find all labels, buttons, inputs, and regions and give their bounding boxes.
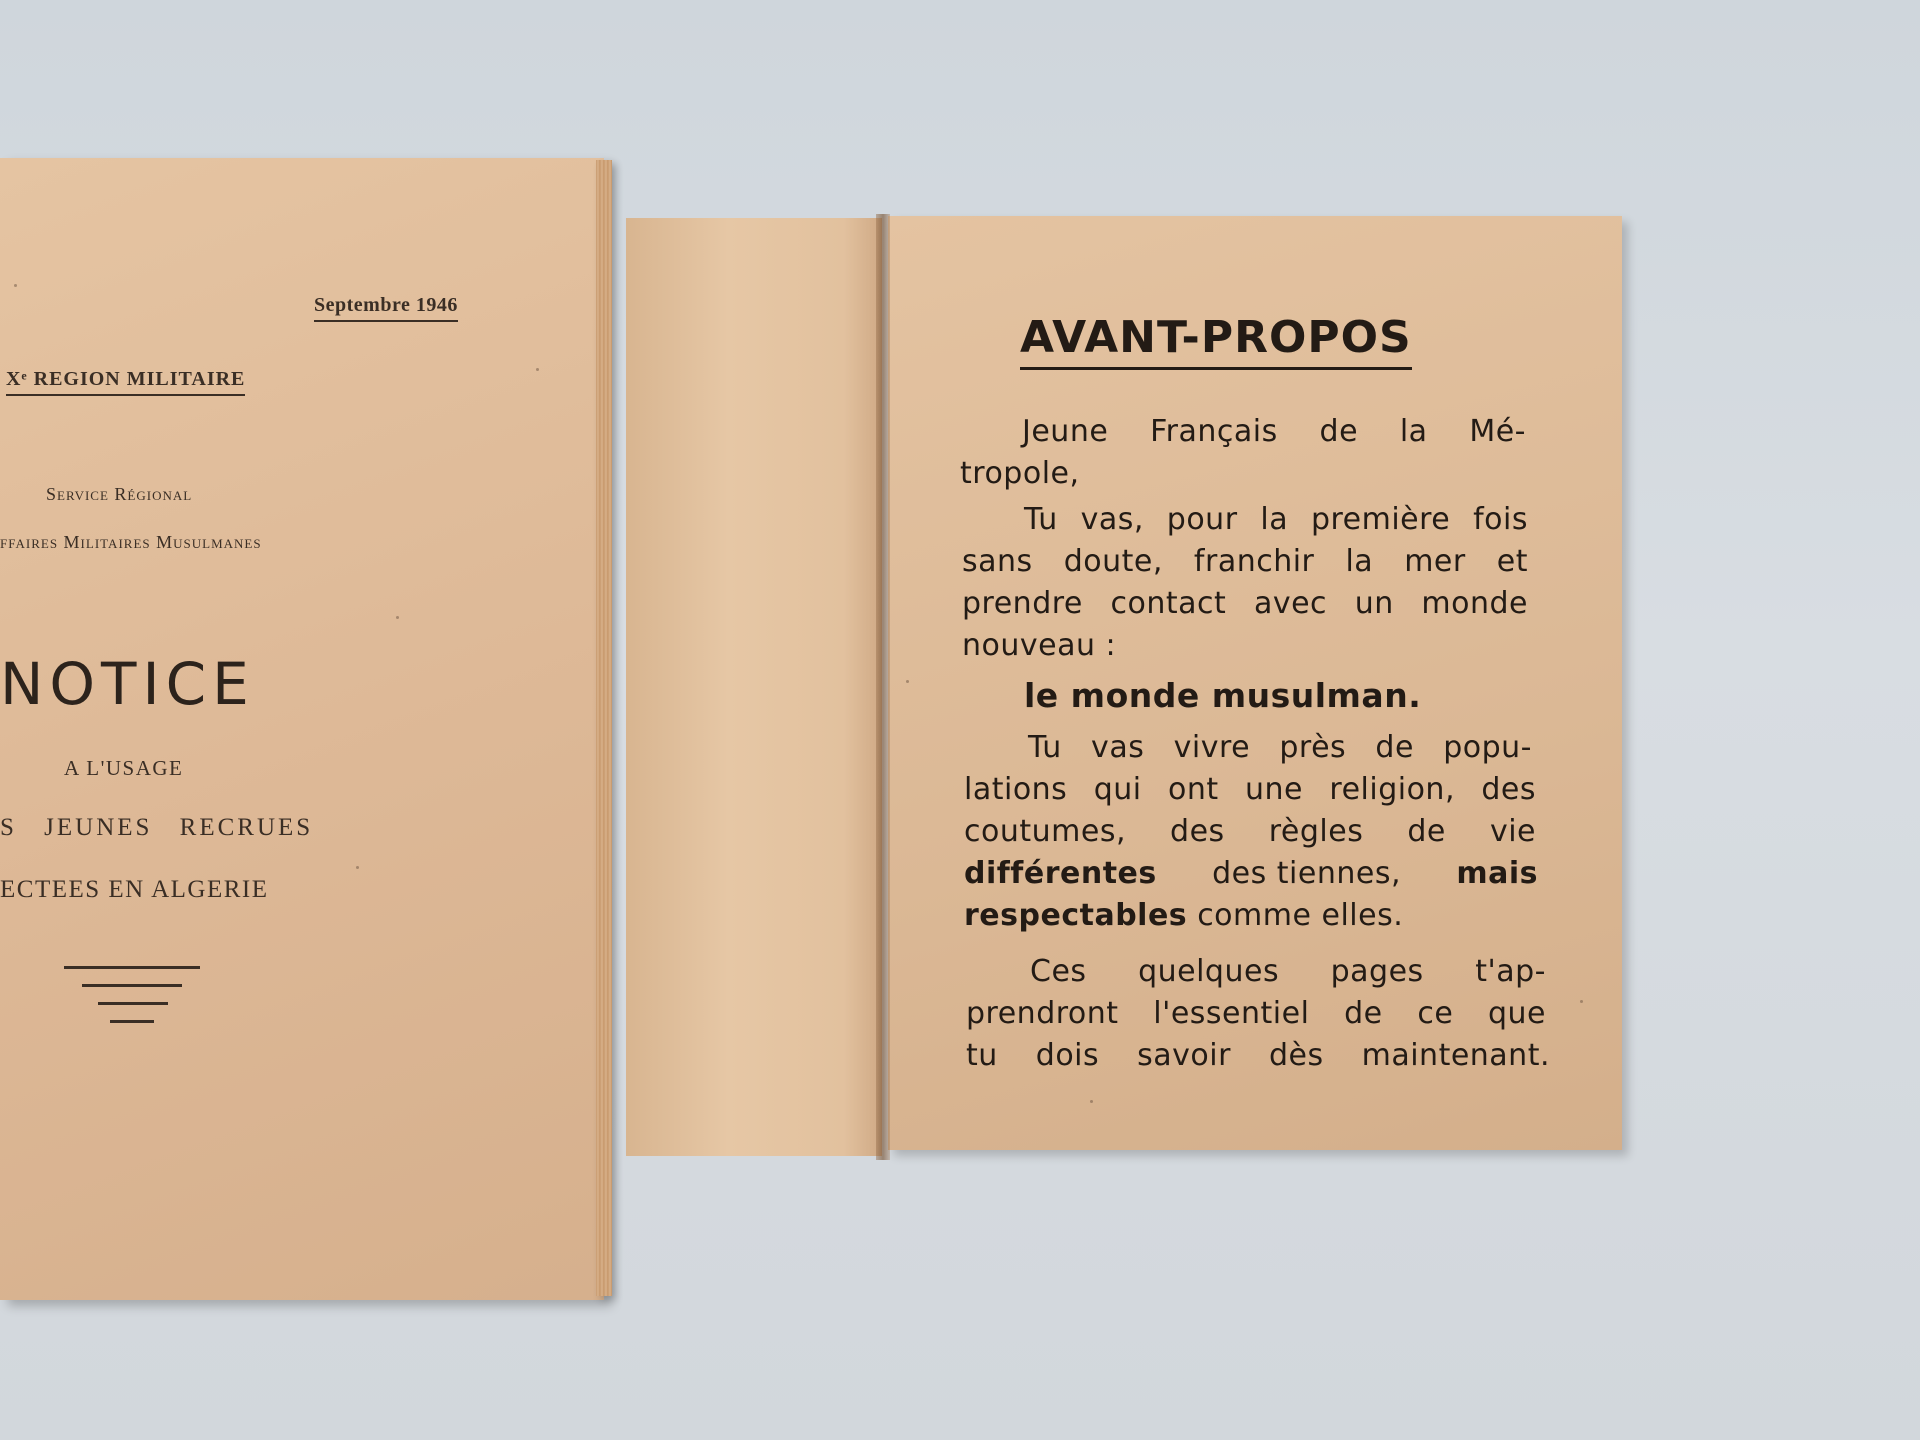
paper-speck bbox=[396, 616, 399, 619]
paper-speck bbox=[1090, 1100, 1093, 1103]
notice-title: NOTICE bbox=[0, 650, 255, 718]
affaires-label: ffaires Militaires Musulmanes bbox=[0, 532, 262, 552]
date-label: Septembre 1946 bbox=[314, 294, 458, 322]
paper-speck bbox=[1580, 1000, 1583, 1003]
avant-propos-heading: AVANT-PROPOS bbox=[1020, 312, 1412, 370]
text-line: Tu vas vivre près de popu- bbox=[1028, 730, 1532, 765]
text-line: Tu vas, pour la première fois bbox=[1024, 502, 1528, 537]
paper-speck bbox=[356, 866, 359, 869]
text-line bbox=[964, 856, 1538, 891]
algerie-label: ECTEES EN ALGERIE bbox=[0, 876, 269, 903]
blank-page bbox=[626, 218, 882, 1156]
usage-label: A L'USAGE bbox=[64, 756, 184, 780]
ornament-line bbox=[64, 966, 200, 969]
region-label: Xᵉ REGION MILITAIRE bbox=[6, 368, 245, 396]
emphasis-word: mais bbox=[1456, 856, 1538, 891]
text-line: coutumes, des règles de vie bbox=[964, 814, 1536, 849]
text-line: Jeune Français de la Mé- bbox=[1022, 414, 1526, 449]
text-word: des tiennes, bbox=[1212, 856, 1401, 891]
ornament-line bbox=[82, 984, 182, 987]
ornament-line bbox=[98, 1002, 168, 1005]
emphasis-word: respectables bbox=[964, 898, 1188, 933]
text-line: lations qui ont une religion, des bbox=[964, 772, 1536, 807]
text-line: nouveau : bbox=[962, 628, 1117, 663]
emphasis-line: le monde musulman. bbox=[1024, 676, 1422, 715]
paper-speck bbox=[14, 284, 17, 287]
text-line: sans doute, franchir la mer et bbox=[962, 544, 1528, 579]
service-label: Service Régional bbox=[46, 484, 193, 504]
paper-speck bbox=[536, 368, 539, 371]
ornament-line bbox=[110, 1020, 154, 1023]
left-booklet-page bbox=[0, 158, 604, 1300]
recrues-label: S JEUNES RECRUES bbox=[0, 814, 314, 841]
booklet-page-edges bbox=[596, 160, 612, 1296]
text-line: tu dois savoir dès maintenant. bbox=[966, 1038, 1550, 1073]
emphasis-word: différentes bbox=[964, 856, 1157, 891]
paper-speck bbox=[906, 680, 909, 683]
text-line: prendront l'essentiel de ce que bbox=[966, 996, 1546, 1031]
text-line bbox=[964, 898, 1403, 933]
booklet-spine bbox=[876, 214, 890, 1160]
text-line: tropole, bbox=[960, 456, 1080, 491]
text-line: Ces quelques pages t'ap- bbox=[1030, 954, 1546, 989]
text-word: comme elles. bbox=[1187, 898, 1404, 933]
text-line: prendre contact avec un monde bbox=[962, 586, 1528, 621]
